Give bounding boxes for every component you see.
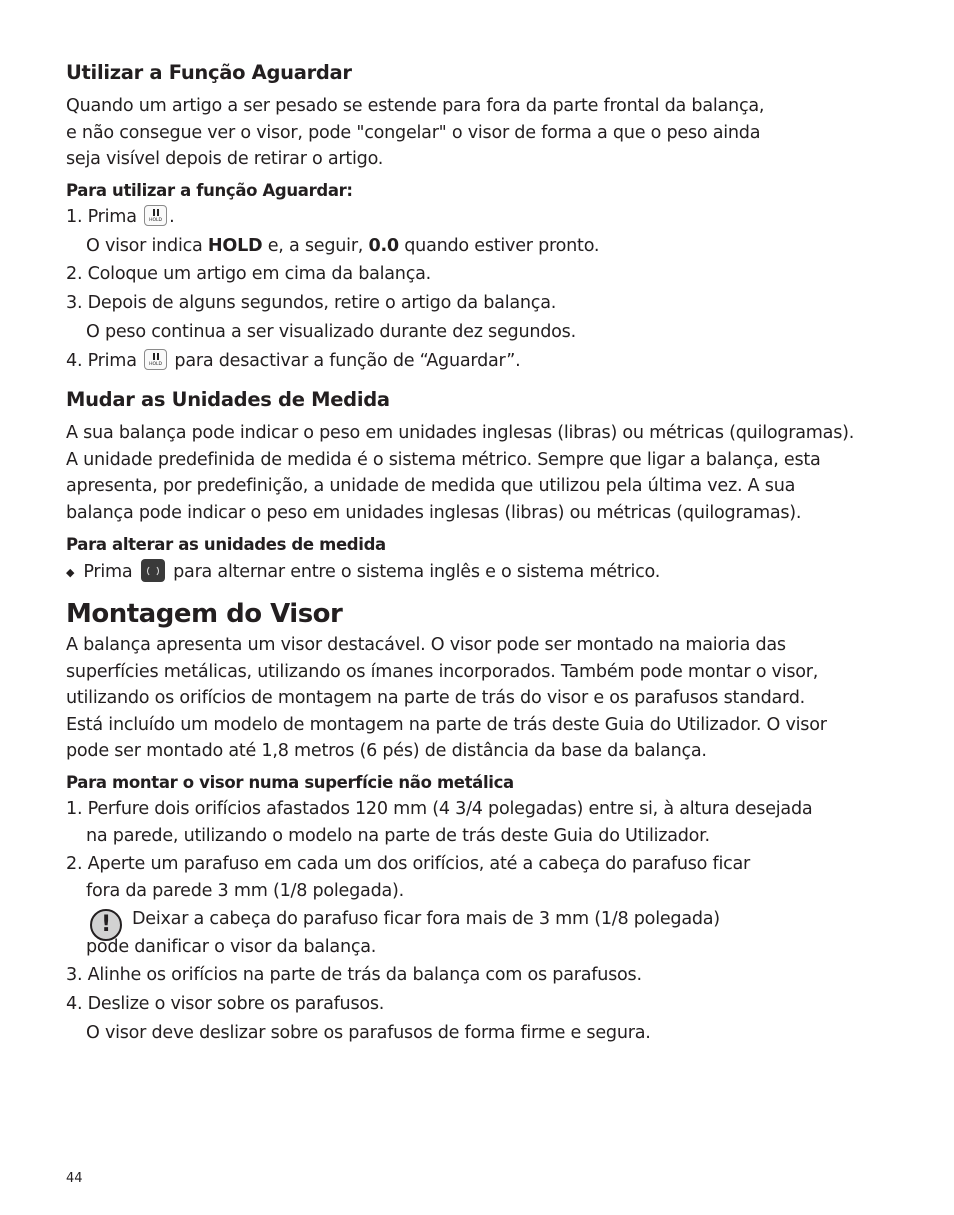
page-number: 44 [66,1171,83,1186]
paragraph-line: Quando um artigo a ser pesado se estende para fora da parte frontal da balança, [66,96,765,116]
step-1 [66,205,174,229]
pause-hold-button-icon [144,205,167,226]
paragraph-line: seja visível depois de retirar o artigo. [66,149,384,169]
mount-step-1: 1. Perfure dois orifícios afastados 120 mm (4 3/4 polegadas) entre si, à altura desejada [66,799,813,819]
note-text: O visor indica [86,236,208,256]
paragraph-line: balança pode indicar o peso em unidades inglesas (libras) ou métricas (quilogramas). [66,503,802,523]
bullet-units [66,559,660,585]
step-text: para desactivar a função de “Aguardar”. [174,351,521,371]
section-title-units: Mudar as Unidades de Medida [66,388,390,411]
warning-note-cont: pode danificar o visor da balança. [86,937,377,957]
step-text: . [169,207,175,227]
note-text: e, a seguir, [262,236,369,256]
bullet-text: para alternar entre o sistema inglês e o sistema métrico. [173,562,661,582]
paragraph-line: e não consegue ver o visor, pode "congelar" o visor de forma a que o peso ainda [66,123,761,143]
paragraph-line: A balança apresenta um visor destacável. O visor pode ser montado na maioria das [66,635,786,655]
subheading-hold: Para utilizar a função Aguardar: [66,181,353,200]
step-3-note: O peso continua a ser visualizado durante dez segundos. [86,322,576,342]
paragraph-line: utilizando os orifícios de montagem na parte de trás do visor e os parafusos standard. [66,688,805,708]
step-1-note [86,234,599,258]
mount-step-4-note: O visor deve deslizar sobre os parafusos de forma firme e segura. [86,1023,651,1043]
step-3: 3. Depois de alguns segundos, retire o artigo da balança. [66,293,557,313]
warning-text: Deixar a cabeça do parafuso ficar fora mais de 3 mm (1/8 polegada) [132,909,720,929]
unit-toggle-button-icon [141,559,165,582]
mount-step-4: 4. Deslize o visor sobre os parafusos. [66,994,385,1014]
hold-text: HOLD [207,236,263,256]
step-text: 4. Prima [66,351,137,371]
subheading-mounting: Para montar o visor numa superfície não metálica [66,773,514,792]
paragraph-line: apresenta, por predefinição, a unidade de medida que utilizou pela última vez. A sua [66,476,796,496]
note-text: quando estiver pronto. [398,236,600,256]
pause-hold-button-icon [144,349,167,370]
mount-step-2-cont: fora da parede 3 mm (1/8 polegada). [86,881,404,901]
subheading-units: Para alterar as unidades de medida [66,535,386,554]
mount-step-2: 2. Aperte um parafuso em cada um dos orifícios, até a cabeça do parafuso ficar [66,854,751,874]
warning-icon: ! [90,909,122,941]
step-4 [66,349,520,373]
mount-step-1-cont: na parede, utilizando o modelo na parte de trás deste Guia do Utilizador. [86,826,710,846]
bullet-text: Prima [83,562,133,582]
step-2: 2. Coloque um artigo em cima da balança. [66,264,432,284]
hold-key-label: HOLD [149,218,163,223]
step-text: 1. Prima [66,207,137,227]
paragraph-line: superfícies metálicas, utilizando os ímanes incorporados. Também pode montar o visor, [66,662,819,682]
paragraph-line: A sua balança pode indicar o peso em unidades inglesas (libras) ou métricas (quilogramas). [66,423,855,443]
mount-step-3: 3. Alinhe os orifícios na parte de trás da balança com os parafusos. [66,965,642,985]
zero-reading-text: 0.0 [368,236,399,256]
hold-key-label: HOLD [149,362,163,367]
paragraph-line: A unidade predefinida de medida é o sistema métrico. Sempre que ligar a balança, esta [66,450,821,470]
section-title-hold: Utilizar a Função Aguardar [66,61,352,84]
paragraph-line: pode ser montado até 1,8 metros (6 pés) de distância da base da balança. [66,741,707,761]
paragraph-line: Está incluído um modelo de montagem na parte de trás deste Guia do Utilizador. O visor [66,715,827,735]
section-title-mounting: Montagem do Visor [66,599,343,629]
diamond-bullet-icon: ◆ [66,566,75,579]
